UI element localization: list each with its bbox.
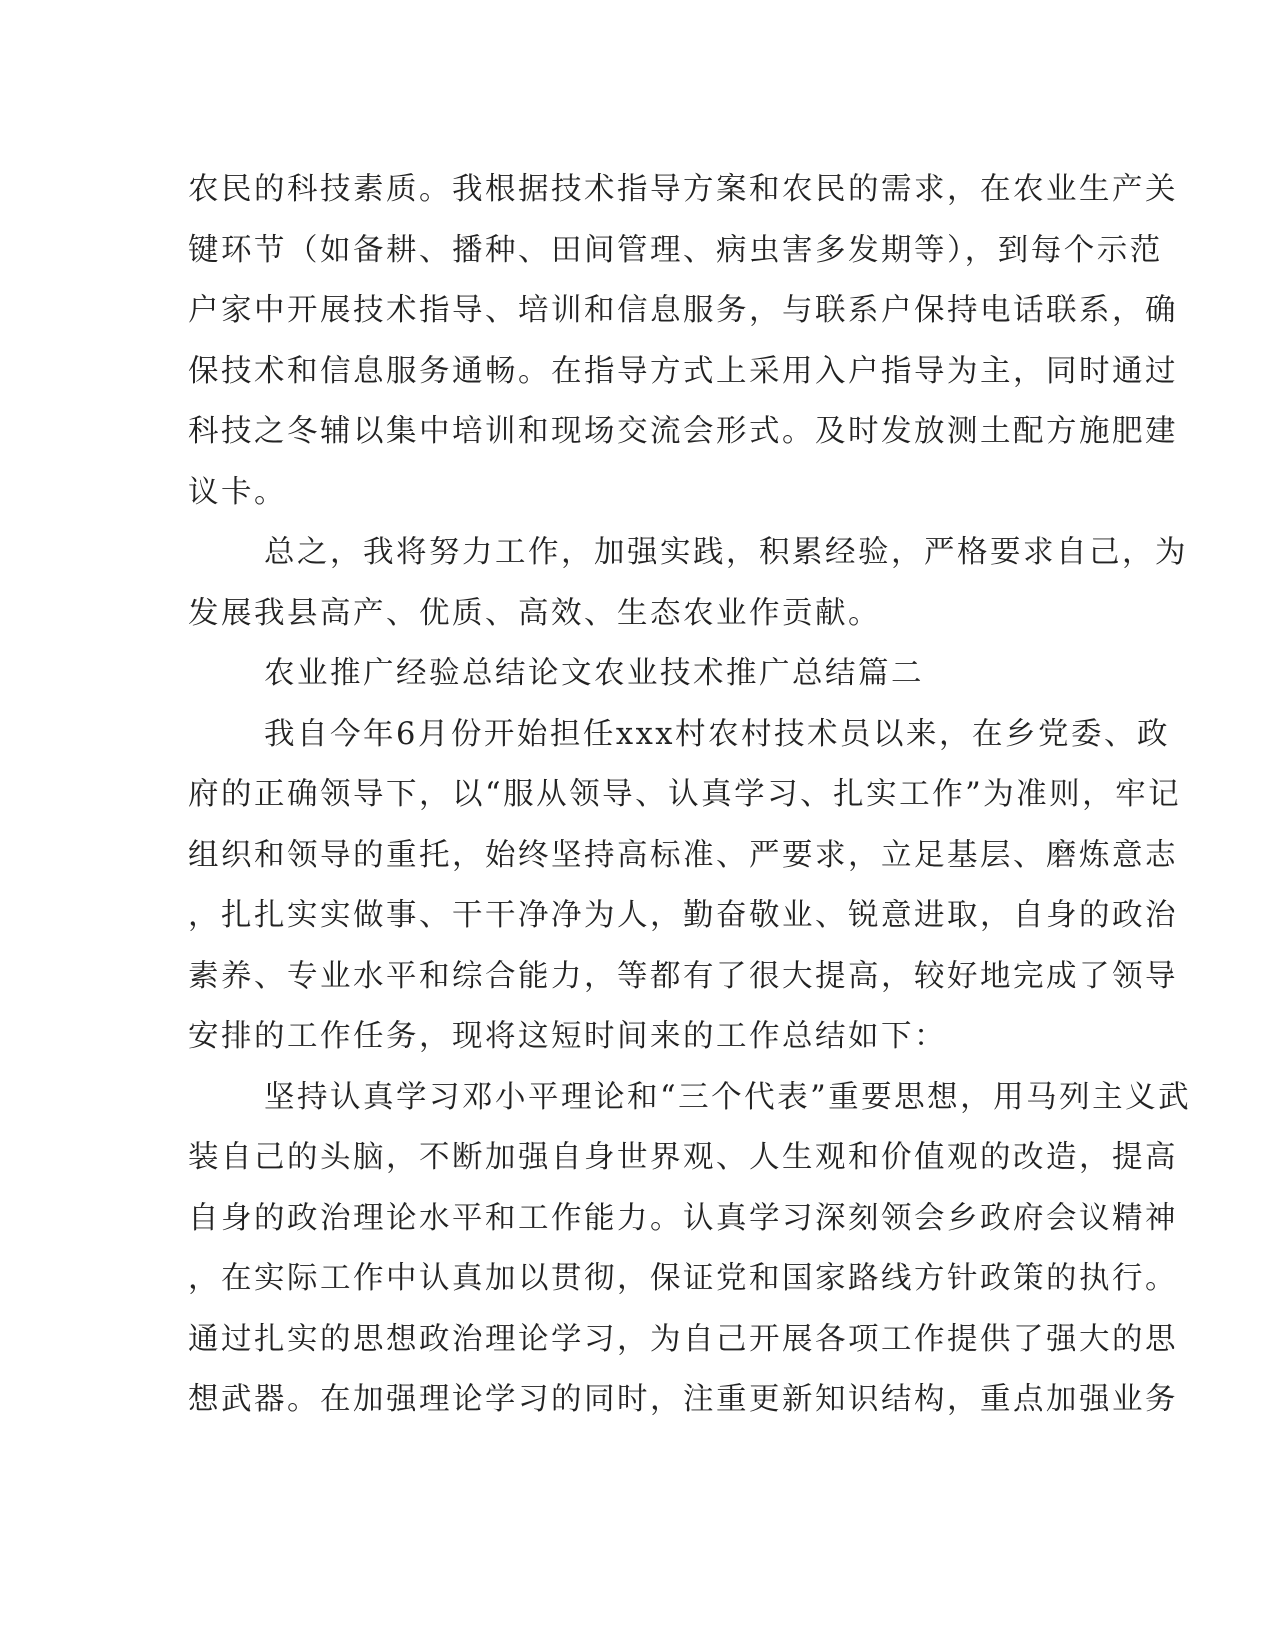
section-heading bbox=[188, 644, 1088, 705]
paragraph-3 bbox=[188, 705, 1182, 1068]
heading-line: 农业推广经验总结论文农业技术推广总结篇二 bbox=[264, 656, 924, 691]
text-line: 保技术和信息服务通畅。在指导方式上采用入户指导为主，同时通过 bbox=[188, 353, 1178, 389]
text-line: 通过扎实的思想政治理论学习，为自己开展各项工作提供了强大的思 bbox=[188, 1321, 1178, 1357]
text-line: 装自己的头脑，不断加强自身世界观、人生观和价值观的改造，提高 bbox=[188, 1140, 1178, 1175]
paragraph-1 bbox=[188, 160, 1178, 523]
text-line: 自身的政治理论水平和工作能力。认真学习深刻领会乡政府会议精神 bbox=[188, 1200, 1178, 1236]
text-line: ，扎扎实实做事、干干净净为人，勤奋敬业、锐意进取，自身的政治 bbox=[188, 898, 1178, 933]
text-line: 科技之冬辅以集中培训和现场交流会形式。及时发放测土配方施肥建 bbox=[188, 414, 1178, 449]
text-line: 议卡。 bbox=[188, 474, 287, 510]
text-line: 户家中开展技术指导、培训和信息服务，与联系户保持电话联系，确 bbox=[188, 293, 1178, 328]
paragraph-2 bbox=[188, 523, 1188, 644]
text-line: ，在实际工作中认真加以贯彻，保证党和国家路线方针政策的执行。 bbox=[188, 1261, 1178, 1296]
text-line: 素养、专业水平和综合能力，等都有了很大提高，较好地完成了领导 bbox=[188, 958, 1178, 994]
text-line: 安排的工作任务，现将这短时间来的工作总结如下： bbox=[188, 1019, 947, 1054]
text-line: 农民的科技素质。我根据技术指导方案和农民的需求，在农业生产关 bbox=[188, 172, 1178, 207]
text-line: 组织和领导的重托，始终坚持高标准、严要求，立足基层、磨炼意志 bbox=[188, 837, 1178, 873]
text-line: 我自今年6月份开始担任xxx村农村技术员以来，在乡党委、政 bbox=[264, 716, 1171, 752]
text-line: 府的正确领导下，以“服从领导、认真学习、扎实工作”为准则，牢记 bbox=[188, 777, 1182, 812]
text-line: 坚持认真学习邓小平理论和“三个代表”重要思想，用马列主义武 bbox=[264, 1079, 1192, 1115]
paragraph-4 bbox=[188, 1068, 1192, 1431]
text-line: 总之，我将努力工作，加强实践，积累经验，严格要求自己，为 bbox=[264, 535, 1188, 570]
text-line: 发展我县高产、优质、高效、生态农业作贡献。 bbox=[188, 595, 881, 631]
text-line: 键环节（如备耕、播种、田间管理、病虫害多发期等），到每个示范 bbox=[188, 232, 1163, 268]
document-body bbox=[188, 160, 1192, 1431]
text-line: 想武器。在加强理论学习的同时，注重更新知识结构，重点加强业务 bbox=[188, 1382, 1178, 1417]
